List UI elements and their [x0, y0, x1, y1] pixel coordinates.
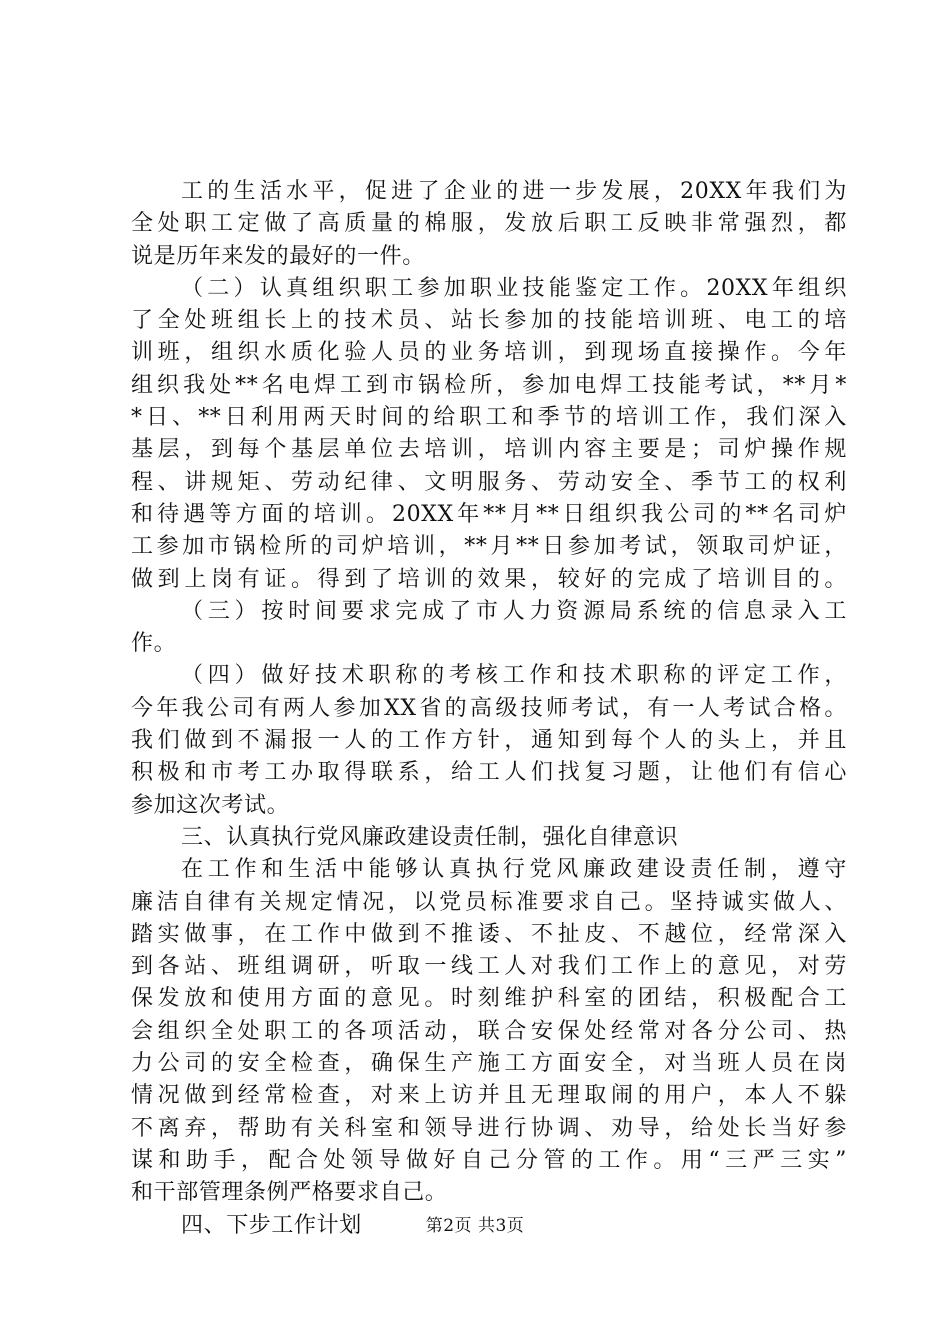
page-footer [0, 1215, 950, 1237]
text-line: 训班，组织水质化验人员的业务培训，到现场直接操作。今年 [131, 340, 847, 366]
text-line: 和干部管理条例严格要求自己。 [131, 1180, 448, 1206]
text-line: 我们做到不漏报一人的工作方针，通知到每个人的头上，并且 [131, 728, 847, 754]
text-line: 说是历年来发的最好的一件。 [131, 243, 425, 269]
text-line: 做到上岗有证。得到了培训的效果，较好的完成了培训目的。 [131, 566, 847, 592]
text-line: 参加这次考试。 [131, 792, 290, 818]
section-heading-three: 三、认真执行党风廉政建设责任制，强化自律意识 [181, 824, 679, 850]
text-line: 全处职工定做了高质量的棉服，发放后职工反映非常强烈，都 [131, 211, 847, 237]
text-line: 基层，到每个基层单位去培训，培训内容主要是；司炉操作规 [131, 437, 847, 463]
text-line: 到各站、班组调研，听取一线工人对我们工作上的意见，对劳 [131, 954, 847, 980]
text-line: 工的生活水平，促进了企业的进一步发展，20XX年我们为 [181, 179, 847, 204]
section-heading-4: （四）做好技术职称的考核工作和技术职称的评定工作， [181, 663, 847, 689]
section-heading-2: （二）认真组织职工参加职业技能鉴定工作。20XX年组织 [181, 275, 847, 301]
text-line: 今年我公司有两人参加XX省的高级技师考试，有一人考试合格。 [131, 695, 847, 721]
text-line: 了全处班组长上的技术员、站长参加的技能培训班、电工的培 [131, 308, 847, 334]
text-line: 不离弃，帮助有关科室和领导进行协调、劝导，给处长当好参 [131, 1115, 847, 1141]
text-line: 和待遇等方面的培训。20XX年**月**日组织我公司的**名司炉 [131, 501, 847, 527]
text-line: 组织我处**名电焊工到市锅检所，参加电焊工技能考试，**月* [131, 372, 847, 398]
document-body [131, 176, 847, 1242]
text-line: 谋和助手，配合处领导做好自己分管的工作。用“三严三实” [131, 1147, 847, 1173]
text-line: 保发放和使用方面的意见。时刻维护科室的团结，积极配合工 [131, 986, 847, 1012]
text-line: 力公司的安全检查，确保生产施工方面安全，对当班人员在岗 [131, 1051, 847, 1077]
text-line: *日、**日利用两天时间的给职工和季节的培训工作，我们深入 [131, 405, 847, 431]
text-line: 积极和市考工办取得联系，给工人们找复习题，让他们有信心 [131, 760, 847, 786]
text-line: 踏实做事，在工作中做到不推诿、不扯皮、不越位，经常深入 [131, 921, 847, 947]
text-line: 在工作和生活中能够认真执行党风廉政建设责任制，遵守 [181, 857, 847, 883]
text-line: 情况做到经常检查，对来上访并且无理取闹的用户，本人不躲 [131, 1083, 847, 1109]
text-line: 程、讲规矩、劳动纪律、文明服务、劳动安全、季节工的权利 [131, 469, 847, 495]
page-number: 第2页 共3页 [425, 1216, 525, 1236]
text-line: 作。 [131, 631, 177, 657]
text-line: 廉洁自律有关规定情况，以党员标准要求自己。坚持诚实做人、 [131, 889, 847, 915]
text-line: 工参加市锅检所的司炉培训，**月**日参加考试，领取司炉证， [131, 534, 847, 560]
section-heading-four: 四、下步工作计划 [181, 1212, 362, 1238]
text-line: 会组织全处职工的各项活动，联合安保处经常对各分公司、热 [131, 1018, 847, 1044]
section-heading-3: （三）按时间要求完成了市人力资源局系统的信息录入工 [181, 598, 847, 624]
